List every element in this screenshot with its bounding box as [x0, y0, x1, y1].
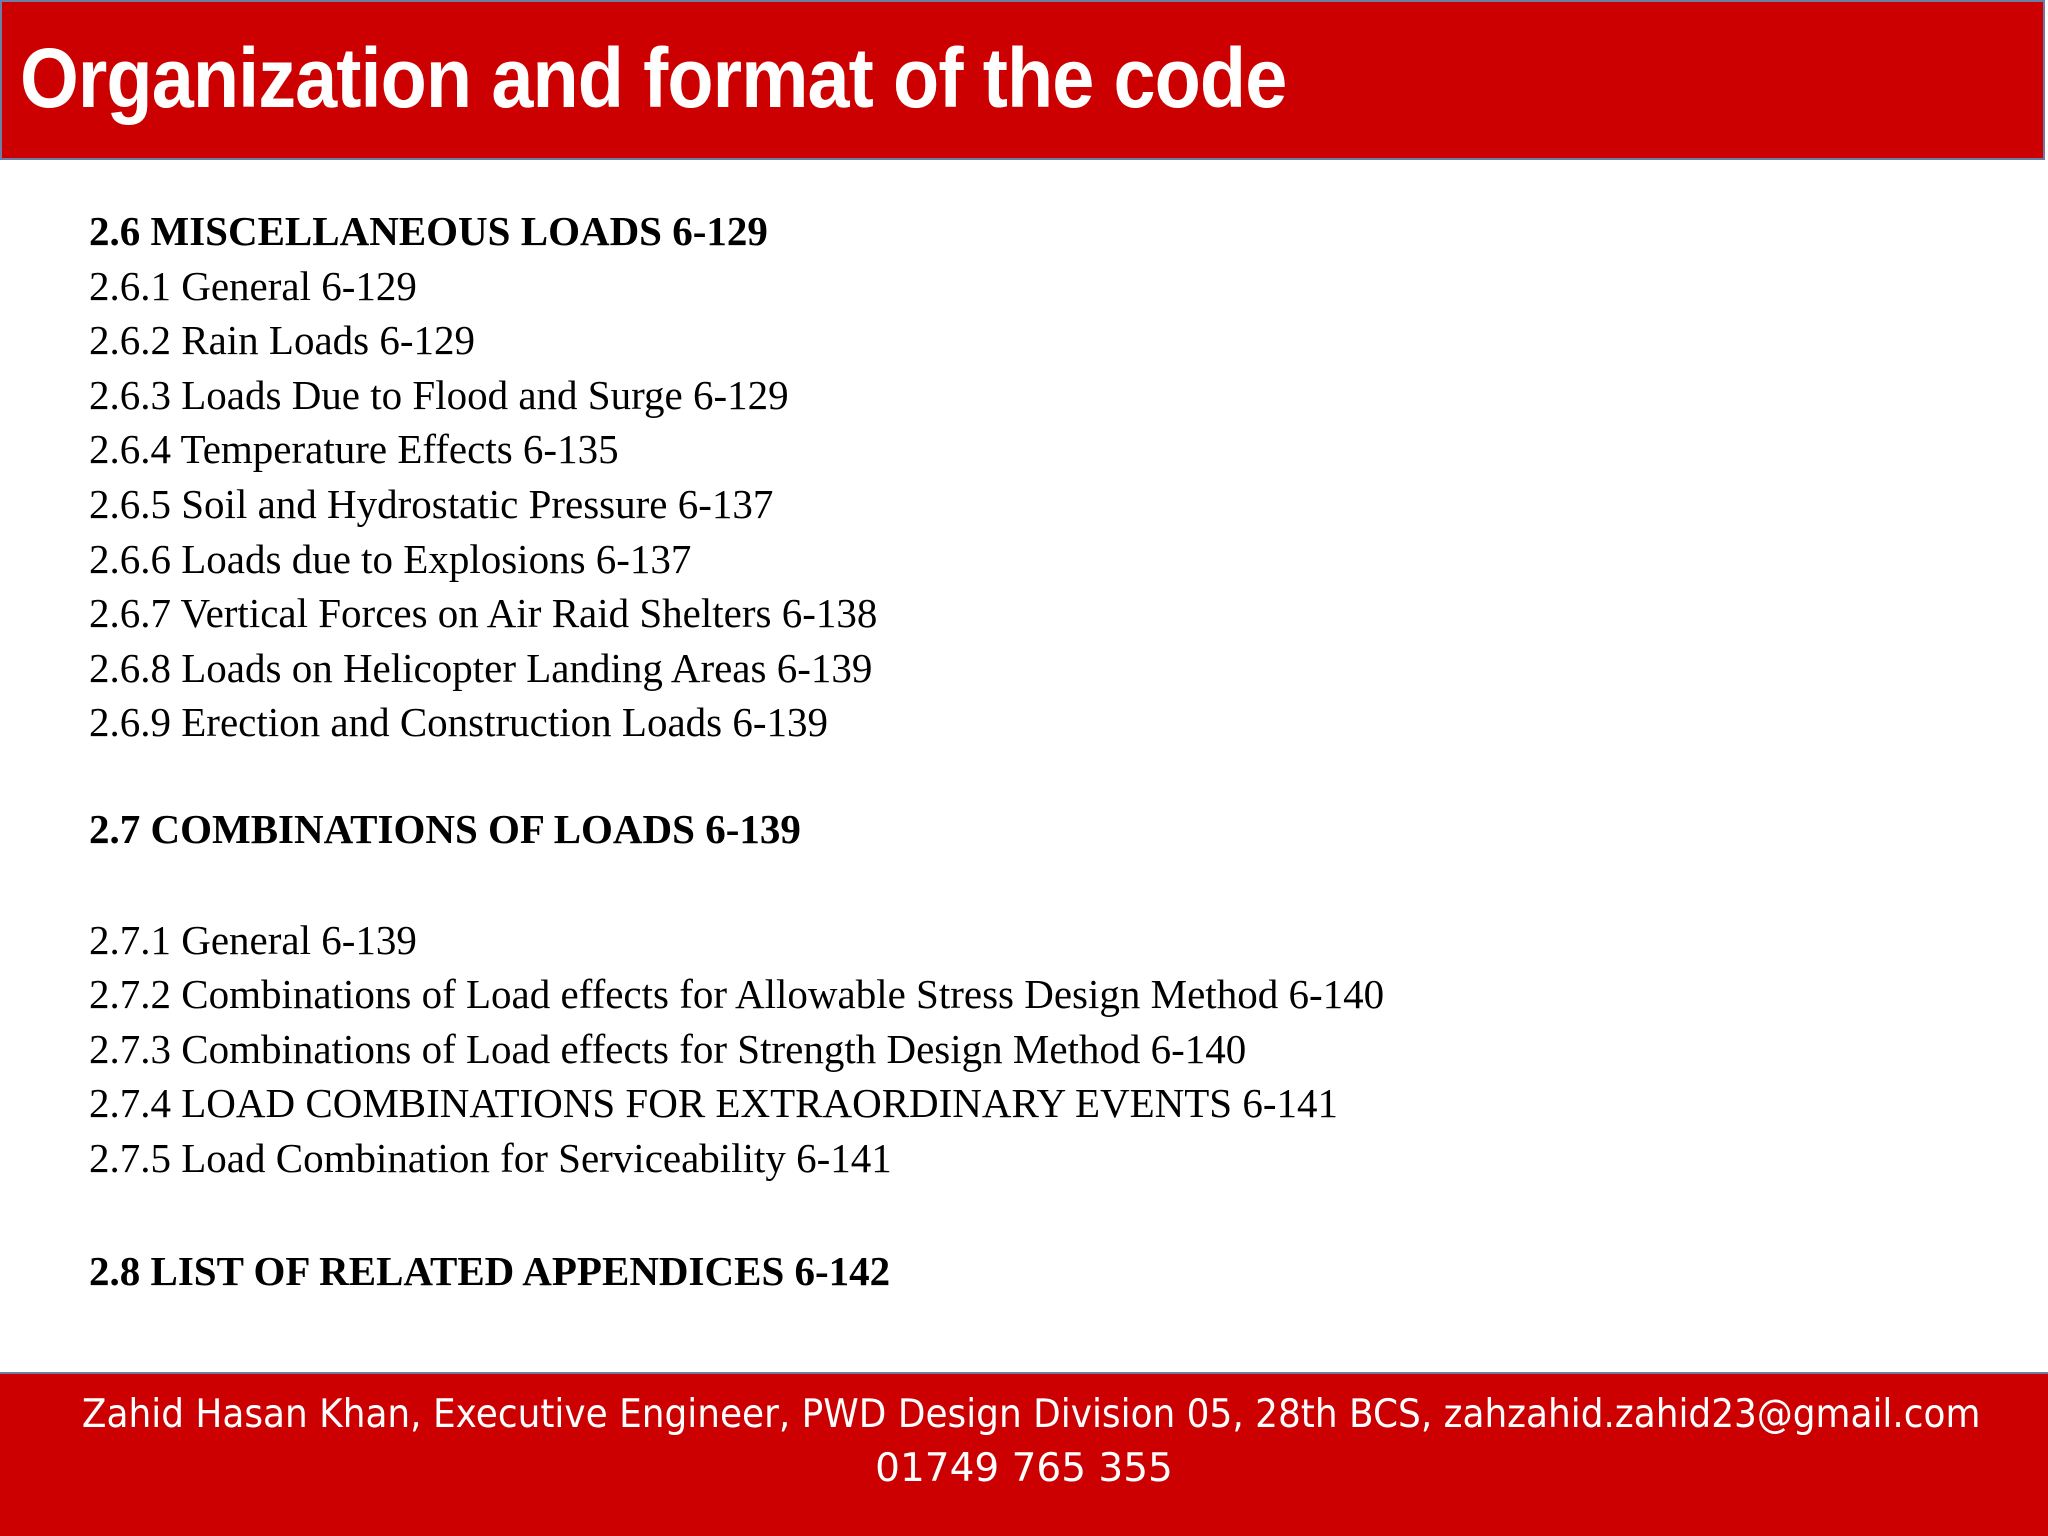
section-heading: 2.8 LIST OF RELATED APPENDICES 6-142: [89, 1247, 891, 1294]
list-item: 2.7.2 Combinations of Load effects for Allowable Stress Design Method 6-140: [89, 971, 1385, 1018]
list-item: 2.6.1 General 6-129: [89, 262, 417, 309]
section-heading: 2.7 COMBINATIONS OF LOADS 6-139: [89, 805, 801, 852]
list-item: 2.6.8 Loads on Helicopter Landing Areas 6-139: [89, 644, 873, 691]
footer-banner: [0, 1372, 2048, 1536]
section-2-6: [89, 204, 1989, 750]
page-title: Organization and format of the code: [20, 31, 1287, 125]
list-item: 2.6.6 Loads due to Explosions 6-137: [89, 535, 692, 582]
section-heading: 2.6 MISCELLANEOUS LOADS 6-129: [89, 208, 768, 254]
title-banner: [0, 0, 2045, 160]
list-item: 2.7.1 General 6-139: [89, 916, 417, 963]
list-item: 2.6.9 Erection and Construction Loads 6-139: [89, 699, 829, 746]
table-of-contents: [89, 204, 1989, 1298]
phone-number: 01749 765 355: [875, 1446, 1173, 1491]
section-2-7: [89, 802, 1989, 1186]
list-item: 2.7.5 Load Combination for Serviceability 6-141: [89, 1134, 892, 1181]
list-item: 2.6.7 Vertical Forces on Air Raid Shelters 6-138: [89, 590, 878, 637]
list-item: 2.7.3 Combinations of Load effects for Strength Design Method 6-140: [89, 1025, 1247, 1072]
list-item: 2.6.4 Temperature Effects 6-135: [89, 426, 619, 473]
section-2-8: [89, 1244, 1989, 1299]
list-item: 2.6.3 Loads Due to Flood and Surge 6-129: [89, 371, 789, 418]
list-item: 2.7.4 LOAD COMBINATIONS FOR EXTRAORDINARY EVENTS 6-141: [89, 1080, 1338, 1127]
list-item: 2.6.2 Rain Loads 6-129: [89, 317, 476, 364]
author-credit: Zahid Hasan Khan, Executive Engineer, PWD Design Division 05, 28th BCS, zahzahid.zahid23@gmail.com: [81, 1392, 1981, 1437]
list-item: 2.6.5 Soil and Hydrostatic Pressure 6-137: [89, 480, 774, 527]
